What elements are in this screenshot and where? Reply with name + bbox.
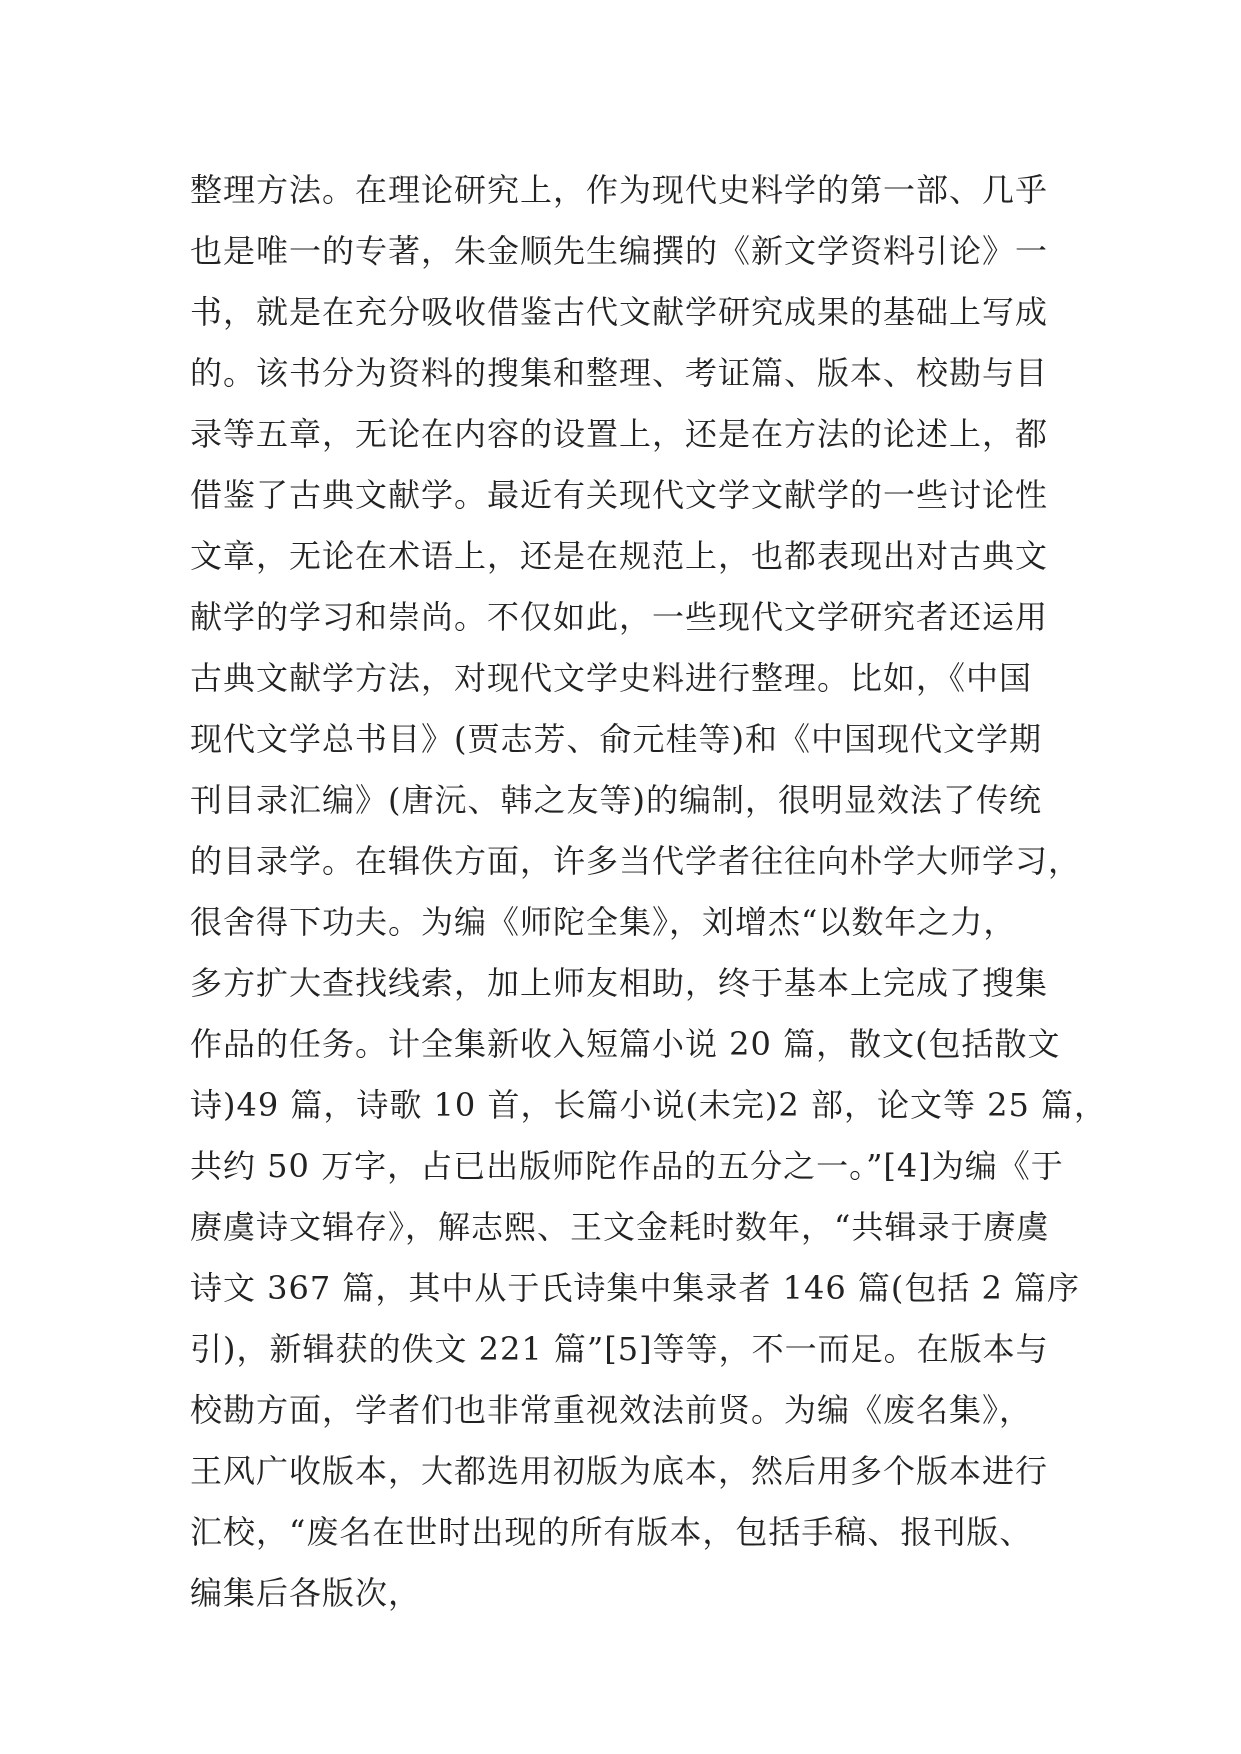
text-line: 诗文 367 篇，其中从于氏诗集中集录者 146 篇(包括 2 篇序 — [190, 1269, 1081, 1307]
text-line: 书，就是在充分吸收借鉴古代文献学研究成果的基础上写成 — [190, 293, 1049, 331]
text-line: 赓虞诗文辑存》，解志熙、王文金耗时数年，“共辑录于赓虞 — [190, 1208, 1050, 1246]
text-line: 文章，无论在术语上，还是在规范上，也都表现出对古典文 — [190, 537, 1049, 575]
text-line: 诗)49 篇，诗歌 10 首，长篇小说(未完)2 部，论文等 25 篇， — [190, 1086, 1108, 1124]
text-line: 很舍得下功夫。为编《师陀全集》，刘增杰“以数年之力， — [190, 903, 1017, 941]
text-line: 录等五章，无论在内容的设置上，还是在方法的论述上，都 — [190, 415, 1049, 453]
text-line: 现代文学总书目》(贾志芳、俞元桂等)和《中国现代文学期 — [190, 720, 1042, 758]
text-line: 共约 50 万字，占已出版师陀作品的五分之一。”[4]为编《于 — [190, 1147, 1064, 1185]
text-line: 借鉴了古典文献学。最近有关现代文学文献学的一些讨论性 — [190, 476, 1049, 514]
text-line: 献学的学习和崇尚。不仅如此，一些现代文学研究者还运用 — [190, 598, 1049, 636]
text-line: 引)，新辑获的佚文 221 篇”[5]等等，不一而足。在版本与 — [190, 1330, 1049, 1368]
text-line: 刊目录汇编》(唐沅、韩之友等)的编制，很明显效法了传统 — [190, 781, 1042, 819]
text-line: 也是唯一的专著，朱金顺先生编撰的《新文学资料引论》一 — [190, 232, 1049, 270]
text-line: 整理方法。在理论研究上，作为现代史料学的第一部、几乎 — [190, 171, 1049, 209]
text-line: 多方扩大查找线索，加上师友相助，终于基本上完成了搜集 — [190, 964, 1049, 1002]
text-line: 作品的任务。计全集新收入短篇小说 20 篇，散文(包括散文 — [190, 1025, 1061, 1063]
text-line: 编集后各版次， — [190, 1574, 422, 1612]
body-text — [190, 160, 1108, 1624]
text-line: 王风广收版本，大都选用初版为底本，然后用多个版本进行 — [190, 1452, 1049, 1490]
text-line: 的目录学。在辑佚方面，许多当代学者往往向朴学大师学习， — [190, 842, 1082, 880]
text-line: 汇校，“废名在世时出现的所有版本，包括手稿、报刊版、 — [190, 1513, 1033, 1551]
text-line: 校勘方面，学者们也非常重视效法前贤。为编《废名集》， — [190, 1391, 1033, 1429]
text-line: 的。该书分为资料的搜集和整理、考证篇、版本、校勘与目 — [190, 354, 1049, 392]
text-line: 古典文献学方法，对现代文学史料进行整理。比如，《中国 — [190, 659, 1033, 697]
